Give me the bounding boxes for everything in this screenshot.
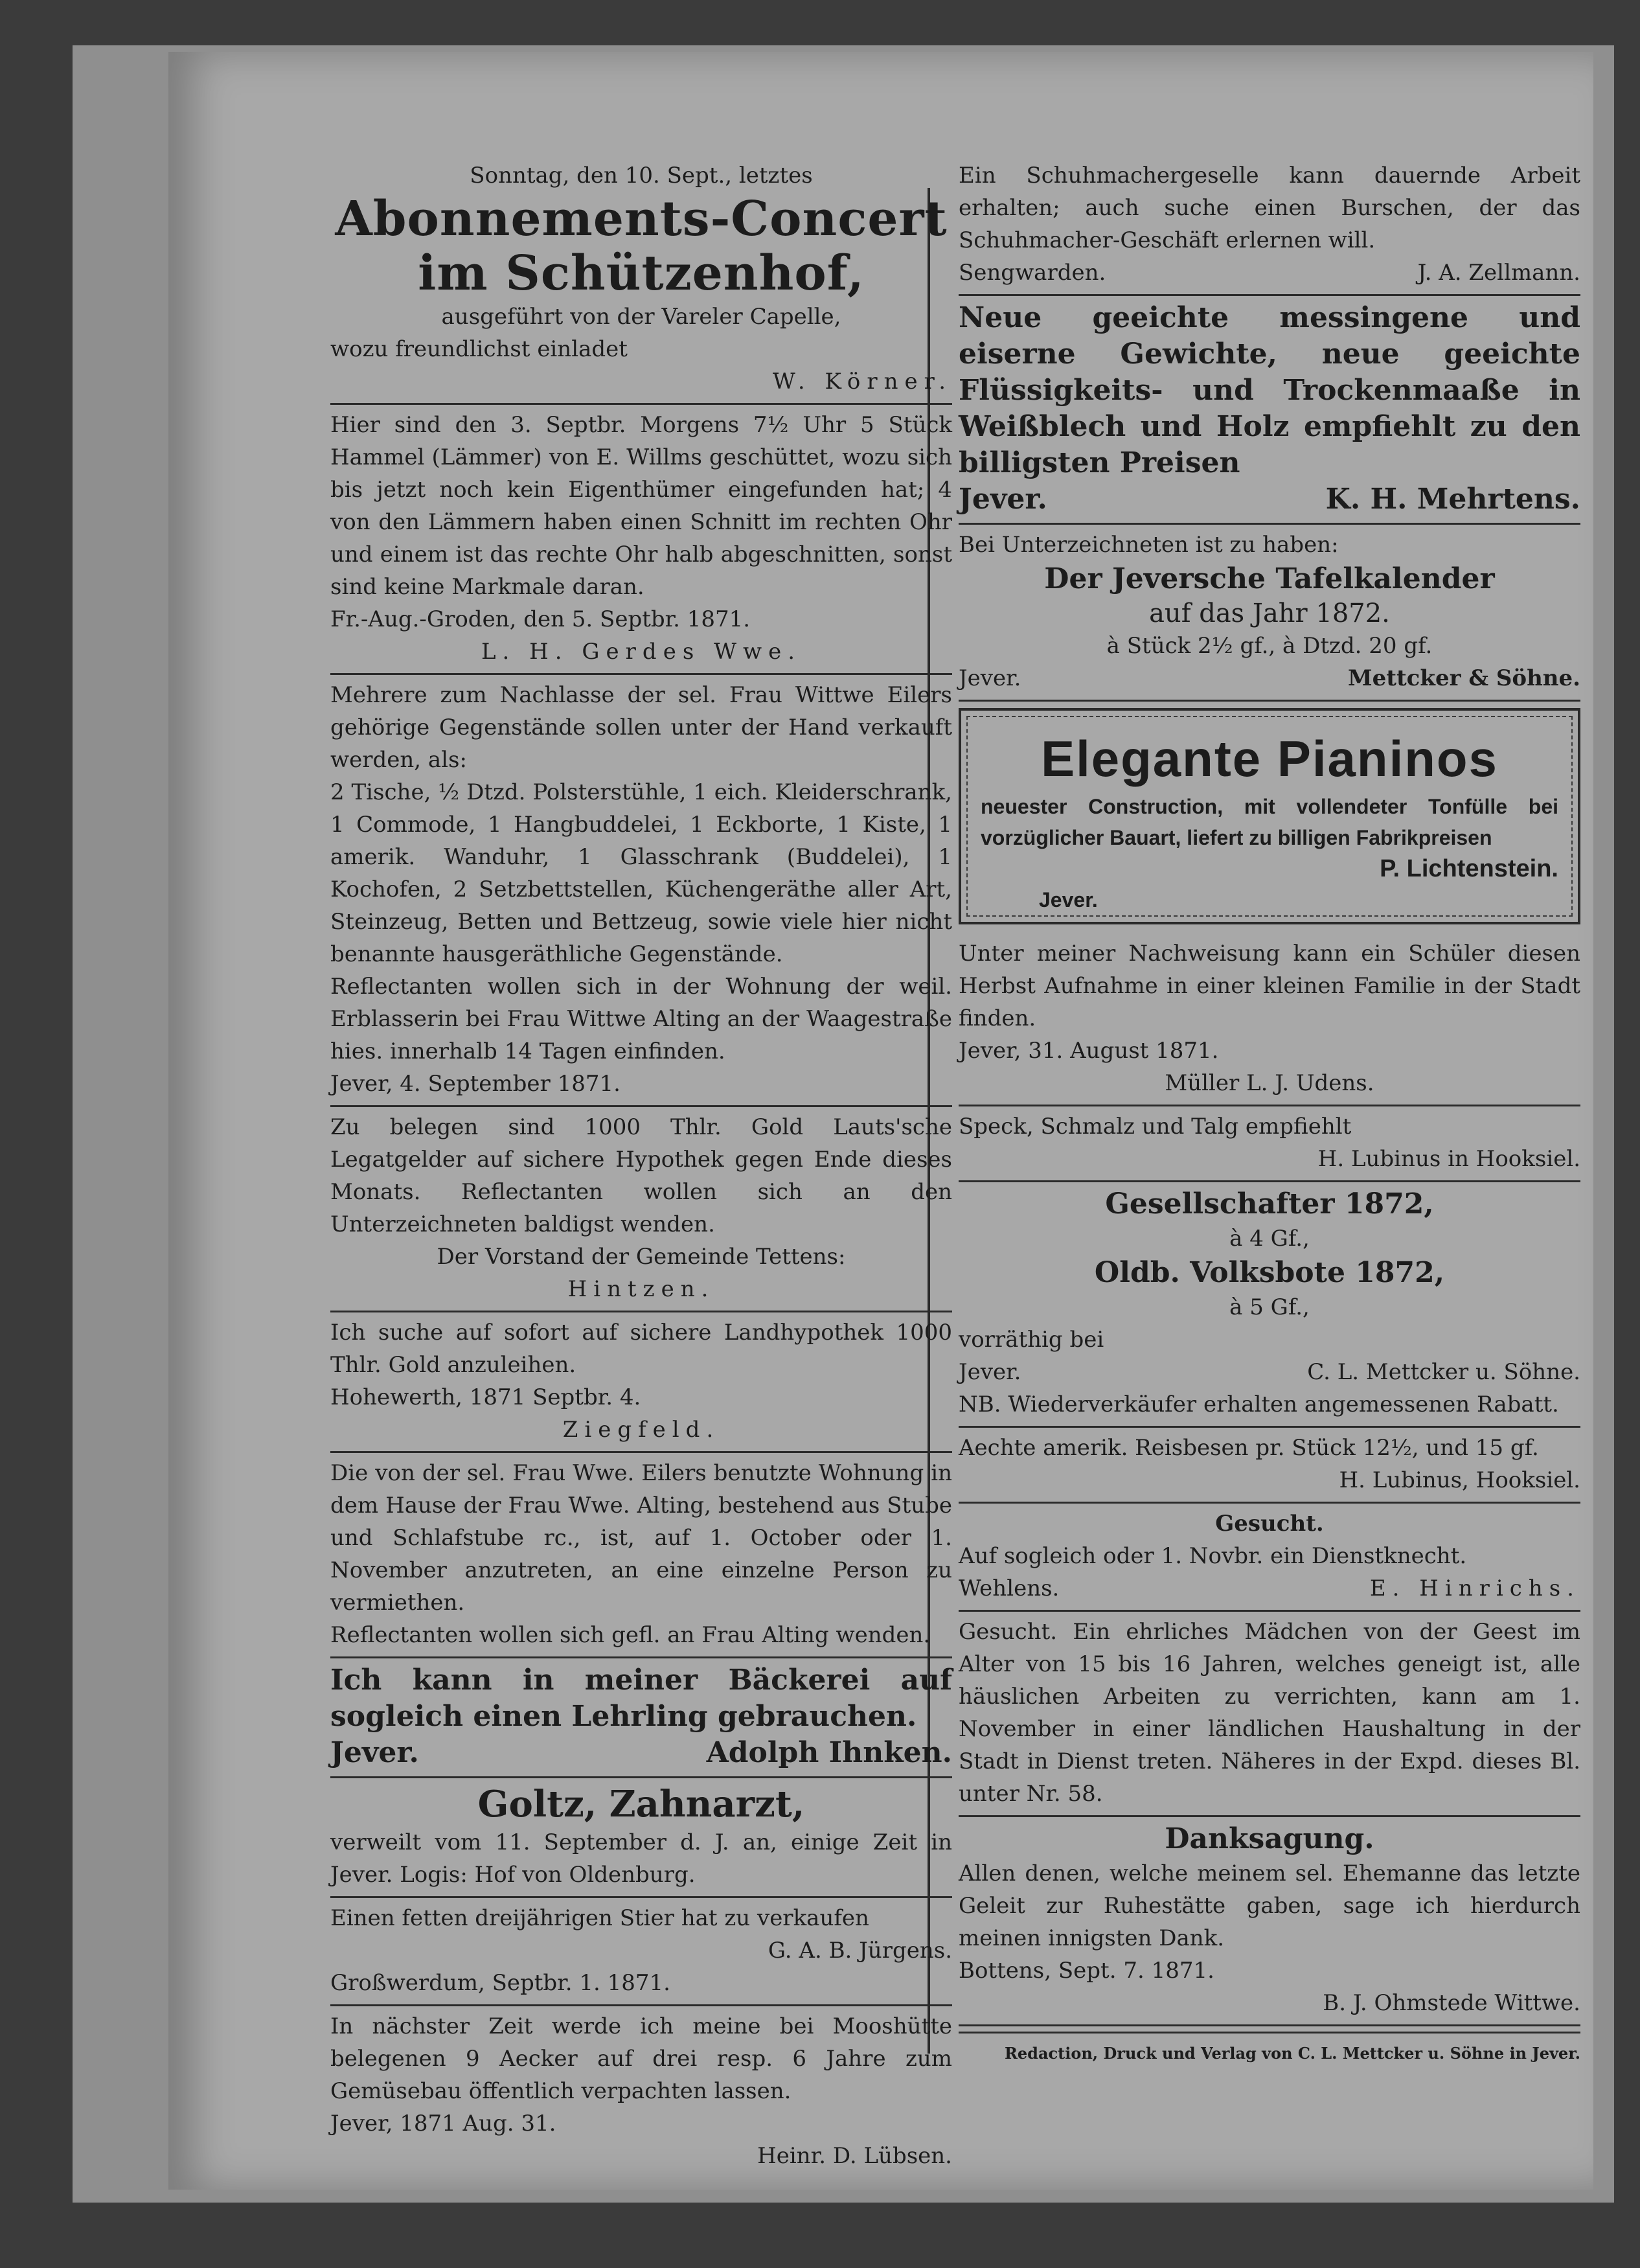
ad-text: Ein Schuhmachergeselle kann dauernde Arbeit erhalten; auch suche einen Burschen, der das Schuhmacher-Geschäft erlernen will. bbox=[959, 163, 1580, 253]
ad-bacon bbox=[959, 1106, 1580, 1182]
ad-farmhand-wanted bbox=[959, 1504, 1580, 1612]
ad-weights bbox=[959, 296, 1580, 525]
ad-place: Jever, 31. August 1871. bbox=[959, 1038, 1219, 1064]
ad-text: Allen denen, welche meinem sel. Ehemanne das letzte Geleit zur Ruhestätte gaben, sage ich hierdurch meinen innigsten Dank. bbox=[959, 1861, 1580, 1951]
ad-title: Danksagung. bbox=[1165, 1822, 1374, 1855]
ad-text: In nächster Zeit werde ich meine bei Mooshütte belegenen 9 Aecker auf drei resp. 6 Jahre zum Gemüsebau öffentlich verpachten lassen. bbox=[330, 2013, 952, 2104]
ad-shoemaker bbox=[959, 155, 1580, 296]
ad-signature: H. Lubinus, Hooksiel. bbox=[1339, 1467, 1580, 1493]
ad-place: Jever. bbox=[959, 665, 1021, 691]
ad-text: Einen fetten dreijährigen Stier hat zu verkaufen bbox=[330, 1905, 869, 1931]
ad-text: Hier sind den 3. Septbr. Morgens 7½ Uhr 5 Stück Hammel (Lämmer) von E. Willms geschüttet, wozu sich bis jetzt noch kein Eigenthümer eingefunden hat; 4 von den Lämmern haben einen Schnitt im rechten Ohr und einem ist das rechte Ohr halb abgeschnitten, sonst sind keine Markmale daran. bbox=[330, 412, 952, 600]
ad-thanks bbox=[959, 1817, 1580, 2026]
ad-line: auf das Jahr 1872. bbox=[1149, 599, 1390, 628]
ad-price: à 4 Gf., bbox=[1229, 1226, 1310, 1252]
ad-place: Wehlens. bbox=[959, 1575, 1060, 1601]
ad-signature: Hintzen. bbox=[567, 1276, 715, 1302]
ad-text: verweilt vom 11. September d. J. an, einige Zeit in Jever. Logis: Hof von Oldenburg. bbox=[330, 1829, 952, 1888]
ad-student-lodging bbox=[959, 934, 1580, 1106]
ad-place: Jever, 4. September 1871. bbox=[330, 1071, 621, 1097]
ad-title: Der Jeversche Tafelkalender bbox=[1044, 562, 1495, 595]
ad-place: Jever. bbox=[1039, 888, 1098, 911]
ad-line: ausgeführt von der Vareler Capelle, bbox=[441, 304, 841, 330]
ad-place: Fr.-Aug.-Groden, den 5. Septbr. 1871. bbox=[330, 606, 751, 632]
ad-text: Mehrere zum Nachlasse der sel. Frau Wittwe Eilers gehörige Gegenstände sollen unter der Hand verkauft werden, als: bbox=[330, 682, 952, 773]
ad-concert bbox=[330, 155, 952, 405]
ad-apartment bbox=[330, 1453, 952, 1658]
ad-price: à 5 Gf., bbox=[1229, 1294, 1310, 1320]
ad-note: NB. Wiederverkäufer erhalten angemessenen Rabatt. bbox=[959, 1392, 1559, 1417]
ad-signature: H. Lubinus in Hooksiel. bbox=[1317, 1146, 1580, 1172]
imprint-footer: Redaction, Druck und Verlag von C. L. Mettcker u. Söhne in Jever. bbox=[959, 2032, 1580, 2070]
ad-signature: C. L. Mettcker u. Söhne. bbox=[1307, 1359, 1580, 1385]
right-column bbox=[959, 155, 1580, 2070]
ad-place: Sengwarden. bbox=[959, 260, 1106, 286]
ad-mortgage-offer bbox=[330, 1107, 952, 1312]
ad-signature-row bbox=[330, 1735, 952, 1771]
ad-place: Jever. bbox=[330, 1736, 419, 1769]
ad-signature-row bbox=[959, 481, 1580, 518]
ad-title: Gesellschafter 1872, bbox=[1105, 1187, 1434, 1220]
ad-title: Oldb. Volksbote 1872, bbox=[1094, 1256, 1445, 1289]
ad-title: im Schützenhof, bbox=[418, 246, 865, 301]
ad-title: Neue geeichte messingene und eiserne Gewichte, neue geeichte Flüssigkeits- und Trockenmaaße in Weißblech und Holz empfiehlt zu den billigsten Preisen bbox=[959, 301, 1580, 479]
ad-title: Ich kann in meiner Bäckerei auf sogleich einen Lehrling gebrauchen. bbox=[330, 1664, 952, 1733]
ad-line: à Stück 2½ gf., à Dtzd. 20 gf. bbox=[1106, 633, 1433, 659]
ad-text: Aechte amerik. Reisbesen pr. Stück 12½, und 15 gf. bbox=[959, 1435, 1539, 1461]
ad-line: Bei Unterzeichneten ist zu haben: bbox=[959, 532, 1339, 558]
ad-signature-row bbox=[959, 662, 1580, 694]
ad-text: Ich suche auf sofort auf sichere Landhypothek 1000 Thlr. Gold anzuleihen. bbox=[330, 1320, 952, 1378]
ad-signature: B. J. Ohmstede Wittwe. bbox=[1323, 1990, 1580, 2016]
ad-line: vorräthig bei bbox=[959, 1327, 1104, 1353]
ad-signature: K. H. Mehrtens. bbox=[1325, 483, 1580, 516]
ad-signature: Adolph Ihnken. bbox=[706, 1736, 952, 1769]
ad-signature: Heinr. D. Lübsen. bbox=[757, 2143, 952, 2169]
ad-text: 2 Tische, ½ Dtzd. Polsterstühle, 1 eich. Kleiderschrank, 1 Commode, 1 Hangbuddelei, 1 Eckborte, 1 Kiste, 1 amerik. Wanduhr, 1 Glasschrank (Buddelei), 1 Kochofen, 2 Setzbettstellen, Küchengeräthe aller Art, Steinzeug, Betten und Bettzeug, sowie viele hier nicht benannte hausgeräthliche Gegenstände. bbox=[330, 779, 952, 967]
ad-text: Speck, Schmalz und Talg empfiehlt bbox=[959, 1114, 1352, 1140]
ad-line: wozu freundlichst einladet bbox=[330, 336, 628, 362]
ad-title: Abonnements-Concert bbox=[335, 191, 948, 247]
ad-text: Gesucht. Ein ehrliches Mädchen von der Geest im Alter von 15 bis 16 Jahren, welches geneigt ist, alle häuslichen Arbeiten zu verrichten, kann am 1. November in einer ländlichen Haushaltung in der Stadt in Dienst treten. Näheres in der Expd. dieses Bl. unter Nr. 58. bbox=[959, 1619, 1580, 1807]
ad-text: Unter meiner Nachweisung kann ein Schüler diesen Herbst Aufnahme in einer kleinen Familie in der Stadt finden. bbox=[959, 941, 1580, 1031]
ad-text: Auf sogleich oder 1. Novbr. ein Dienstknecht. bbox=[959, 1543, 1467, 1569]
ad-land-lease bbox=[330, 2006, 952, 2177]
ad-signature: Ziegfeld. bbox=[562, 1417, 720, 1443]
ad-bakery-apprentice bbox=[330, 1658, 952, 1778]
ad-signature: E. Hinrichs. bbox=[1369, 1575, 1580, 1601]
ad-text: Zu belegen sind 1000 Thlr. Gold Lauts'sche Legatgelder auf sichere Hypothek gegen Ende dieses Monats. Reflectanten wollen sich an den Unterzeichneten baldigst wenden. bbox=[330, 1114, 952, 1237]
ad-signature: L. H. Gerdes Wwe. bbox=[481, 639, 802, 665]
ad-title: Goltz, Zahnarzt, bbox=[477, 1783, 805, 1826]
ad-signature: W. Körner. bbox=[772, 369, 952, 395]
ad-text: Reflectanten wollen sich gefl. an Frau Alting wenden. bbox=[330, 1622, 931, 1648]
ad-title: Gesucht. bbox=[1215, 1511, 1324, 1537]
ad-title: Elegante Pianinos bbox=[1041, 730, 1498, 787]
ad-brooms bbox=[959, 1428, 1580, 1504]
ad-signature: J. A. Zellmann. bbox=[1417, 260, 1580, 286]
ad-signature: G. A. B. Jürgens. bbox=[768, 1938, 952, 1964]
ad-signature-row bbox=[959, 1572, 1580, 1605]
ad-place: Großwerdum, Septbr. 1. 1871. bbox=[330, 1970, 670, 1996]
ad-text: neuester Construction, mit vollendeter Tonfülle bei vorzüglicher Bauart, liefert zu billigen Fabrikpreisen bbox=[981, 795, 1558, 849]
left-column bbox=[330, 155, 952, 2177]
ad-maid-wanted bbox=[959, 1612, 1580, 1817]
ad-signature: Müller L. J. Udens. bbox=[1165, 1070, 1374, 1096]
ad-signature: P. Lichtenstein. bbox=[1380, 855, 1558, 882]
ad-line: Sonntag, den 10. Sept., letztes bbox=[470, 163, 813, 189]
ad-bull-sale bbox=[330, 1898, 952, 2006]
ad-text: Die von der sel. Frau Wwe. Eilers benutzte Wohnung in dem Hause der Frau Wwe. Alting, bestehend aus Stube und Schlafstube rc., ist, auf 1. October oder 1. November anzutreten, an eine einzelne Person zu vermiethen. bbox=[330, 1460, 952, 1616]
ad-lost-sheep bbox=[330, 405, 952, 675]
ad-signature-row bbox=[959, 257, 1580, 289]
ad-place: Jever. bbox=[959, 483, 1047, 516]
ad-dentist bbox=[330, 1778, 952, 1898]
ad-pianinos bbox=[959, 708, 1580, 924]
ad-place: Hohewerth, 1871 Septbr. 4. bbox=[330, 1384, 641, 1410]
ad-place: Bottens, Sept. 7. 1871. bbox=[959, 1958, 1214, 1984]
ad-place: Jever, 1871 Aug. 31. bbox=[330, 2111, 556, 2136]
ad-text: Reflectanten wollen sich in der Wohnung der weil. Erblasserin bei Frau Wittwe Alting an der Waagestraße hies. innerhalb 14 Tagen einfinden. bbox=[330, 974, 952, 1064]
ad-place: Jever. bbox=[959, 1359, 1021, 1385]
ad-signature: Der Vorstand der Gemeinde Tettens: bbox=[437, 1244, 846, 1270]
ad-loan-request bbox=[330, 1312, 952, 1453]
ad-almanacs bbox=[959, 1182, 1580, 1428]
ad-signature-row bbox=[959, 1356, 1580, 1388]
ad-signature: Mettcker & Söhne. bbox=[1348, 665, 1580, 691]
ad-calendar bbox=[959, 525, 1580, 702]
ad-estate-sale bbox=[330, 675, 952, 1107]
